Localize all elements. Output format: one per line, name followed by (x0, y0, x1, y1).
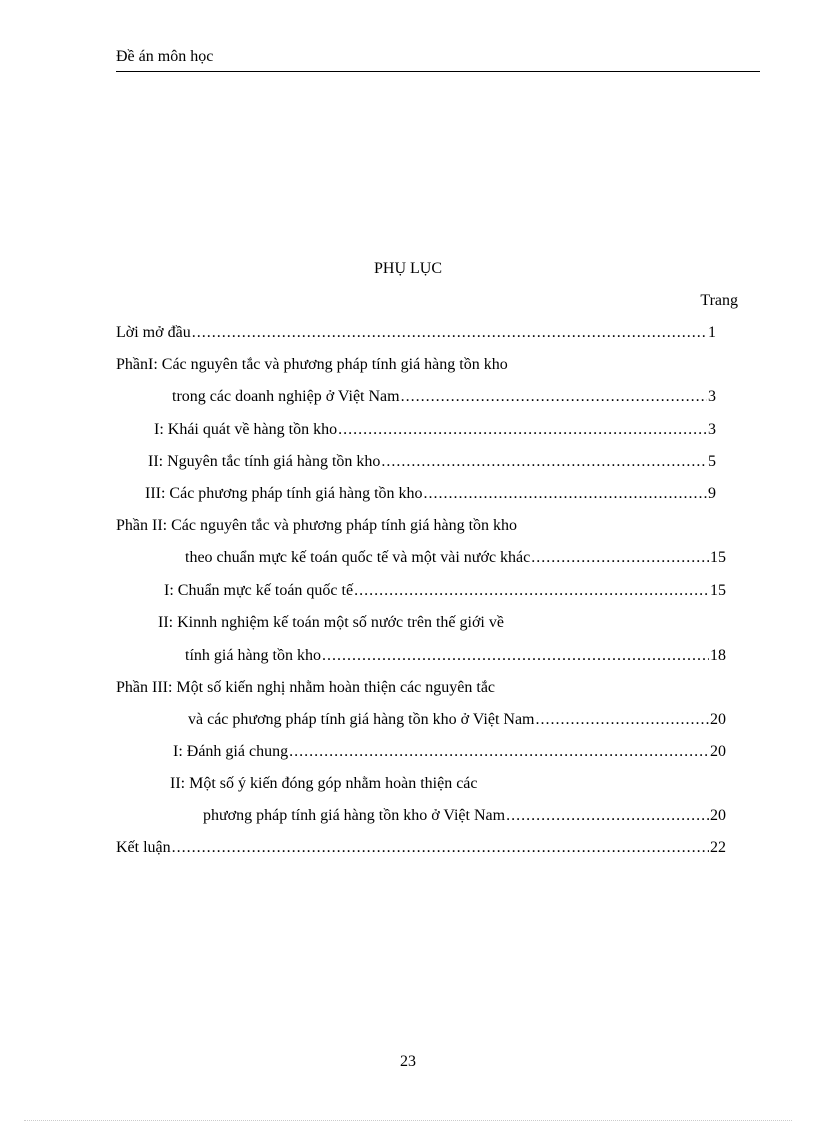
toc-entry-label: I: Khái quát về hàng tồn kho (154, 421, 338, 438)
toc-entry-part3-i[interactable] (173, 741, 726, 763)
dot-leader (535, 709, 709, 731)
toc-entry-label: III: Các phương pháp tính giá hàng tồn kho (145, 485, 423, 502)
toc-entry-intro[interactable] (116, 322, 716, 344)
dot-leader (192, 322, 707, 344)
toc-part3-ii-heading[interactable]: II: Một số ý kiến đóng góp nhằm hoàn thiện các (170, 775, 478, 792)
toc-entry-page: 20 (710, 807, 726, 824)
page-number: 23 (400, 1053, 416, 1070)
toc-entry-page: 9 (708, 485, 716, 502)
page-bottom-rule (24, 1120, 792, 1121)
toc-entry-part2[interactable] (185, 547, 726, 569)
dot-leader (354, 580, 709, 602)
toc-entry-label: theo chuẩn mực kế toán quốc tế và một vài nước khác (185, 549, 531, 566)
toc-entry-page: 15 (710, 549, 726, 566)
toc-entry-label: Lời mở đầu (116, 324, 191, 341)
dot-leader (381, 451, 707, 473)
header-text: Đề án môn học (116, 48, 214, 65)
toc-entry-part2-i[interactable] (164, 580, 726, 602)
dot-leader (289, 741, 709, 763)
toc-entry-part1[interactable] (172, 386, 716, 408)
toc-entry-part1-iii[interactable] (145, 483, 716, 505)
toc-entry-label: II: Nguyên tắc tính giá hàng tồn kho (148, 453, 381, 470)
toc-entry-part3[interactable] (188, 709, 726, 731)
dot-leader (506, 805, 709, 827)
dot-leader (531, 547, 709, 569)
toc-entry-page: 3 (708, 388, 716, 405)
dot-leader (424, 483, 707, 505)
toc-entry-label: Kết luận (116, 839, 171, 856)
toc-entry-label: I: Chuẩn mực kế toán quốc tế (164, 582, 354, 599)
toc-part1-heading[interactable]: PhầnI: Các nguyên tắc và phương pháp tính giá hàng tồn kho (116, 356, 508, 373)
toc-entry-label: trong các doanh nghiệp ở Việt Nam (172, 388, 400, 405)
toc-part2-ii-heading[interactable]: II: Kinnh nghiệm kế toán một số nước trên thế giới về (158, 614, 504, 631)
toc-entry-page: 18 (710, 647, 726, 664)
toc-entry-label: I: Đánh giá chung (173, 743, 289, 760)
page-column-label: Trang (700, 292, 738, 309)
toc-entry-page: 20 (710, 743, 726, 760)
dot-leader (338, 419, 707, 441)
toc-part3-heading[interactable]: Phần III: Một số kiến nghị nhằm hoàn thiện các nguyên tắc (116, 679, 496, 696)
toc-entry-label: tính giá hàng tồn kho (185, 647, 321, 664)
document-header (116, 48, 760, 72)
toc-entry-part3-ii[interactable] (203, 805, 726, 827)
toc-entry-page: 3 (708, 421, 716, 438)
toc-entry-part1-ii[interactable] (148, 451, 716, 473)
toc-entry-page: 20 (710, 711, 726, 728)
toc-entry-label: và các phương pháp tính giá hàng tồn kho ở Việt Nam (188, 711, 535, 728)
dot-leader (172, 837, 709, 859)
toc-entry-conclusion[interactable] (116, 837, 726, 859)
toc-entry-page: 22 (710, 839, 726, 856)
toc-entry-part2-ii[interactable] (185, 645, 726, 667)
toc-entry-page: 15 (710, 582, 726, 599)
toc-entry-page: 1 (708, 324, 716, 341)
dot-leader (401, 386, 707, 408)
toc-part2-heading[interactable]: Phần II: Các nguyên tắc và phương pháp tính giá hàng tồn kho (116, 517, 518, 534)
page-title: PHỤ LỤC (373, 260, 442, 277)
toc-entry-part1-i[interactable] (154, 419, 716, 441)
toc-entry-label: phương pháp tính giá hàng tồn kho ở Việt Nam (203, 807, 506, 824)
dot-leader (322, 645, 709, 667)
toc-entry-page: 5 (708, 453, 716, 470)
